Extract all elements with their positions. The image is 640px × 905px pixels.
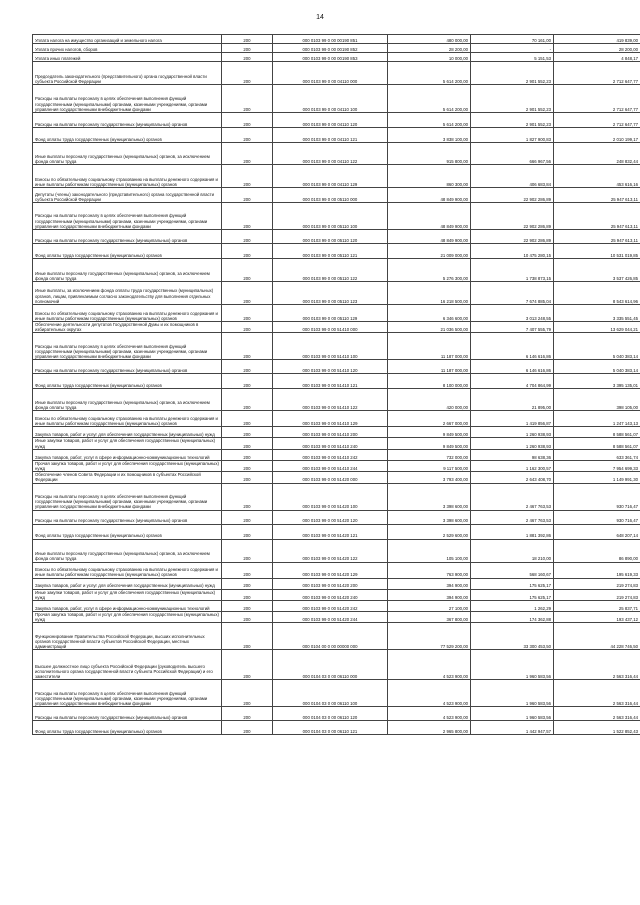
row-code-cell: 200 <box>222 510 273 524</box>
row-code-cell: 200 <box>222 524 273 539</box>
row-executed-cell: 3 013 248,55 <box>471 305 554 322</box>
table-row <box>33 360 640 374</box>
row-remaining-cell: 10 531 019,85 <box>554 244 640 259</box>
row-remaining-cell: 4 848,17 <box>554 53 640 62</box>
table-row <box>33 411 640 427</box>
row-name-cell: Закупка товаров, работ, услуг в сфере информационно-коммуникационных технологий <box>33 601 222 612</box>
row-name-cell: Фонд оплаты труда государственных (муниципальных) органов <box>33 524 222 539</box>
row-executed-cell: 70 161,00 <box>471 35 554 44</box>
row-name-cell: Расходы на выплаты персоналу государственных (муниципальных) органов <box>33 230 222 244</box>
table-row <box>33 35 640 44</box>
row-executed-cell: 2 901 552,23 <box>471 113 554 128</box>
row-code-cell: 200 <box>222 305 273 322</box>
row-plan-cell: 763 900,00 <box>388 562 471 578</box>
row-executed-cell: 7 407 555,79 <box>471 322 554 333</box>
table-row <box>33 562 640 578</box>
table-row <box>33 282 640 305</box>
row-kbk-cell: 000 0104 00 0 00 00000 000 <box>273 623 388 650</box>
row-executed-cell: 406 683,84 <box>471 165 554 188</box>
row-plan-cell: 2 965 800,00 <box>388 721 471 735</box>
row-remaining-cell: 248 832,44 <box>554 143 640 165</box>
row-plan-cell: 9 849 500,00 <box>388 427 471 438</box>
row-plan-cell: 5 614 200,00 <box>388 62 471 85</box>
row-plan-cell: 2 529 600,00 <box>388 524 471 539</box>
row-remaining-cell: 25 947 613,11 <box>554 188 640 203</box>
row-kbk-cell: 000 0103 99 0 00 51420 242 <box>273 601 388 612</box>
row-name-cell: Расходы на выплаты персоналу государственных (муниципальных) органов <box>33 510 222 524</box>
row-kbk-cell: 000 0103 99 0 00 04110 100 <box>273 85 388 113</box>
row-remaining-cell: 8 588 561,07 <box>554 438 640 449</box>
row-kbk-cell: 000 0103 99 0 00 05110 123 <box>273 282 388 305</box>
row-code-cell: 200 <box>222 483 273 510</box>
table-row <box>33 62 640 85</box>
row-remaining-cell: 3 395 135,01 <box>554 374 640 389</box>
row-kbk-cell: 000 0103 99 0 00 51410 100 <box>273 333 388 360</box>
row-executed-cell: 5 151,53 <box>471 53 554 62</box>
row-executed-cell: 1 442 947,57 <box>471 721 554 735</box>
row-remaining-cell: 2 563 316,44 <box>554 707 640 721</box>
row-code-cell: 200 <box>222 680 273 707</box>
row-code-cell: 200 <box>222 562 273 578</box>
row-name-cell: Иные закупки товаров, работ и услуг для обеспечения государственных (муниципальных) нужд <box>33 438 222 449</box>
row-code-cell: 200 <box>222 449 273 460</box>
row-code-cell: 200 <box>222 113 273 128</box>
table-row <box>33 438 640 449</box>
row-code-cell: 200 <box>222 143 273 165</box>
row-executed-cell: 1 960 583,56 <box>471 650 554 680</box>
row-kbk-cell: 000 0103 99 0 00 04110 121 <box>273 128 388 143</box>
row-code-cell: 200 <box>222 360 273 374</box>
table-row <box>33 143 640 165</box>
row-name-cell: Обеспечение членов Совета Федерации и их помощников в субъектах Российской Федерации <box>33 472 222 483</box>
row-executed-cell: 2 901 552,23 <box>471 62 554 85</box>
row-name-cell: Расходы на выплаты персоналу государственных (муниципальных) органов <box>33 113 222 128</box>
row-name-cell: Высшее должностное лицо субъекта Российской Федерации (руководитель высшего исполнительного органа государственной власти субъекта Российской Федерации) и его заместители <box>33 650 222 680</box>
row-plan-cell: 3 398 600,00 <box>388 483 471 510</box>
row-code-cell: 200 <box>222 165 273 188</box>
row-name-cell: Расходы на выплаты персоналу государственных (муниципальных) органов <box>33 707 222 721</box>
row-kbk-cell: 000 0103 99 0 00 05110 129 <box>273 305 388 322</box>
row-remaining-cell: 193 437,12 <box>554 612 640 623</box>
row-kbk-cell: 000 0103 99 0 00 51420 240 <box>273 589 388 600</box>
row-code-cell: 200 <box>222 244 273 259</box>
row-code-cell: 200 <box>222 44 273 53</box>
table-row <box>33 601 640 612</box>
row-remaining-cell: 44 228 746,50 <box>554 623 640 650</box>
row-executed-cell: 22 902 286,89 <box>471 188 554 203</box>
row-remaining-cell: 419 839,00 <box>554 35 640 44</box>
row-plan-cell: 21 036 500,00 <box>388 322 471 333</box>
row-name-cell: Расходы на выплаты персоналу в целях обеспечения выполнения функций государственными (муниципальными) органами, казенными учреждениями, органами управления государственными внебюджетными фондами <box>33 680 222 707</box>
table-row <box>33 707 640 721</box>
row-kbk-cell: 000 0103 99 0 00 51420 200 <box>273 578 388 589</box>
row-name-cell: Расходы на выплаты персоналу в целях обеспечения выполнения функций государственными (муниципальными) органами, казенными учреждениями, органами управления государственными внебюджетными фондами <box>33 203 222 230</box>
row-remaining-cell: 453 616,16 <box>554 165 640 188</box>
row-kbk-cell: 000 0103 99 0 00 51420 122 <box>273 539 388 562</box>
row-name-cell: Иные закупки товаров, работ и услуг для обеспечения государственных (муниципальных) нужд <box>33 589 222 600</box>
row-kbk-cell: 000 0103 99 0 00 04110 129 <box>273 165 388 188</box>
row-code-cell: 200 <box>222 438 273 449</box>
row-executed-cell: 2 643 408,70 <box>471 472 554 483</box>
row-remaining-cell: 3 537 426,85 <box>554 259 640 282</box>
row-name-cell: Уплата иных платежей <box>33 53 222 62</box>
table-row <box>33 427 640 438</box>
row-executed-cell: 1 738 873,15 <box>471 259 554 282</box>
row-remaining-cell: 25 837,71 <box>554 601 640 612</box>
row-code-cell: 200 <box>222 707 273 721</box>
row-kbk-cell: 000 0103 99 0 00 04110 120 <box>273 113 388 128</box>
row-kbk-cell: 000 0103 99 0 00 51420 121 <box>273 524 388 539</box>
row-remaining-cell: 2 563 316,44 <box>554 680 640 707</box>
row-plan-cell: 10 000,00 <box>388 53 471 62</box>
row-kbk-cell: 000 0103 99 0 00 51420 100 <box>273 483 388 510</box>
row-remaining-cell: 633 361,74 <box>554 449 640 460</box>
row-code-cell: 200 <box>222 650 273 680</box>
row-code-cell: 200 <box>222 128 273 143</box>
row-plan-cell: 3 793 400,00 <box>388 472 471 483</box>
row-remaining-cell: 2 712 647,77 <box>554 113 640 128</box>
row-executed-cell: 1 881 392,86 <box>471 524 554 539</box>
table-row <box>33 510 640 524</box>
row-name-cell: Взносы по обязательному социальному страхованию на выплаты денежного содержания и иные выплаты работникам государственных (муниципальных) органов <box>33 165 222 188</box>
row-plan-cell: 367 800,00 <box>388 612 471 623</box>
row-executed-cell: 2 467 763,53 <box>471 510 554 524</box>
table-row <box>33 721 640 735</box>
row-name-cell: Прочая закупка товаров, работ и услуг для обеспечения государственных (муниципальных) нужд <box>33 612 222 623</box>
row-plan-cell: 5 614 200,00 <box>388 113 471 128</box>
row-remaining-cell: 5 040 383,14 <box>554 360 640 374</box>
row-name-cell: Иные выплаты, за исключением фонда оплаты труда государственных (муниципальных) органов, лицам, привлекаемым согласно законодательству для выполнения отдельных полномочий <box>33 282 222 305</box>
row-plan-cell: 9 117 500,00 <box>388 460 471 471</box>
row-code-cell: 200 <box>222 203 273 230</box>
row-executed-cell: 1 419 856,87 <box>471 411 554 427</box>
row-code-cell: 200 <box>222 623 273 650</box>
row-name-cell: Иные выплаты персоналу государственных (муниципальных) органов, за исключением фонда оплаты труда <box>33 389 222 411</box>
row-code-cell: 200 <box>222 333 273 360</box>
table-row <box>33 578 640 589</box>
row-plan-cell: 48 849 900,00 <box>388 188 471 203</box>
row-remaining-cell: 195 619,33 <box>554 562 640 578</box>
row-plan-cell: 4 523 900,00 <box>388 680 471 707</box>
row-kbk-cell: 000 0103 99 0 00 51420 120 <box>273 510 388 524</box>
row-name-cell: Фонд оплаты труда государственных (муниципальных) органов <box>33 128 222 143</box>
budget-execution-table <box>32 34 640 735</box>
row-code-cell: 200 <box>222 578 273 589</box>
table-row <box>33 389 640 411</box>
row-kbk-cell: 000 0103 99 0 00 51410 120 <box>273 360 388 374</box>
row-plan-cell: 28 200,00 <box>388 44 471 53</box>
row-kbk-cell: 000 0104 03 0 00 06110 120 <box>273 707 388 721</box>
row-plan-cell: 16 218 500,00 <box>388 282 471 305</box>
row-executed-cell: 1 260 938,93 <box>471 427 554 438</box>
row-remaining-cell: 28 200,00 <box>554 44 640 53</box>
row-kbk-cell: 000 0103 99 0 00 05110 121 <box>273 244 388 259</box>
table-row <box>33 188 640 203</box>
row-code-cell: 200 <box>222 389 273 411</box>
row-kbk-cell: 000 0103 99 0 00 51420 244 <box>273 612 388 623</box>
row-name-cell: Фонд оплаты труда государственных (муниципальных) органов <box>33 374 222 389</box>
row-remaining-cell: 219 274,83 <box>554 589 640 600</box>
row-plan-cell: 860 300,00 <box>388 165 471 188</box>
row-kbk-cell: 000 0103 99 0 00 00190 851 <box>273 35 388 44</box>
row-remaining-cell: 930 716,47 <box>554 510 640 524</box>
row-plan-cell: 5 276 300,00 <box>388 259 471 282</box>
row-kbk-cell: 000 0104 03 0 00 06110 000 <box>273 650 388 680</box>
row-plan-cell: 3 838 100,00 <box>388 128 471 143</box>
row-name-cell: Депутаты (члены) законодательного (представительного) органа государственной власти субъекта Российской Федерации <box>33 188 222 203</box>
row-plan-cell: 11 187 000,00 <box>388 360 471 374</box>
row-code-cell: 200 <box>222 62 273 85</box>
row-name-cell: Расходы на выплаты персоналу государственных (муниципальных) органов <box>33 360 222 374</box>
row-executed-cell: 98 638,36 <box>471 449 554 460</box>
table-row <box>33 612 640 623</box>
row-plan-cell: 480 000,00 <box>388 35 471 44</box>
row-kbk-cell: 000 0103 99 0 00 51420 000 <box>273 472 388 483</box>
row-plan-cell: 4 523 900,00 <box>388 707 471 721</box>
row-code-cell: 200 <box>222 427 273 438</box>
row-plan-cell: 21 009 000,00 <box>388 244 471 259</box>
row-code-cell: 200 <box>222 230 273 244</box>
row-plan-cell: 5 614 200,00 <box>388 85 471 113</box>
row-code-cell: 200 <box>222 35 273 44</box>
row-kbk-cell: 000 0103 99 0 00 04110 000 <box>273 62 388 85</box>
row-remaining-cell: 2 712 647,77 <box>554 85 640 113</box>
row-plan-cell: 11 187 000,00 <box>388 333 471 360</box>
row-plan-cell: 915 800,00 <box>388 143 471 165</box>
row-code-cell: 200 <box>222 259 273 282</box>
row-remaining-cell: 7 954 699,33 <box>554 460 640 471</box>
row-executed-cell: 22 902 286,89 <box>471 230 554 244</box>
table-row <box>33 305 640 322</box>
row-remaining-cell: 398 105,00 <box>554 389 640 411</box>
table-row <box>33 259 640 282</box>
table-row <box>33 680 640 707</box>
table-row <box>33 460 640 471</box>
row-code-cell: 200 <box>222 721 273 735</box>
row-name-cell: Взносы по обязательному социальному страхованию на выплаты денежного содержания и иные выплаты работникам государственных (муниципальных) органов <box>33 305 222 322</box>
row-plan-cell: 8 100 000,00 <box>388 374 471 389</box>
table-row <box>33 483 640 510</box>
row-code-cell: 200 <box>222 188 273 203</box>
table-row <box>33 85 640 113</box>
row-name-cell: Уплата прочих налогов, сборов <box>33 44 222 53</box>
row-name-cell: Закупка товаров, работ, услуг в сфере информационно-коммуникационных технологий <box>33 449 222 460</box>
row-executed-cell: 10 475 280,15 <box>471 244 554 259</box>
row-executed-cell: 1 260 938,93 <box>471 438 554 449</box>
row-name-cell: Председатель законодательного (представительного) органа государственной власти субъекта Российской Федерации <box>33 62 222 85</box>
row-remaining-cell: 1 247 143,13 <box>554 411 640 427</box>
row-remaining-cell: 25 947 613,11 <box>554 230 640 244</box>
table-row <box>33 589 640 600</box>
row-code-cell: 200 <box>222 85 273 113</box>
row-plan-cell: 9 849 500,00 <box>388 438 471 449</box>
row-code-cell: 200 <box>222 322 273 333</box>
row-remaining-cell: 8 543 614,96 <box>554 282 640 305</box>
table-row <box>33 374 640 389</box>
table-row <box>33 333 640 360</box>
row-plan-cell: 394 900,00 <box>388 578 471 589</box>
row-executed-cell: 175 625,17 <box>471 578 554 589</box>
row-name-cell: Взносы по обязательному социальному страхованию на выплаты денежного содержания и иные выплаты работникам государственных (муниципальных) органов <box>33 411 222 427</box>
table-row <box>33 524 640 539</box>
row-plan-cell: 77 529 200,00 <box>388 623 471 650</box>
row-executed-cell: 1 960 583,56 <box>471 680 554 707</box>
row-remaining-cell: 930 716,47 <box>554 483 640 510</box>
row-code-cell: 200 <box>222 612 273 623</box>
row-kbk-cell: 000 0103 99 0 00 51410 000 <box>273 322 388 333</box>
row-executed-cell: 568 160,67 <box>471 562 554 578</box>
table-row <box>33 650 640 680</box>
row-code-cell: 200 <box>222 460 273 471</box>
row-code-cell: 200 <box>222 411 273 427</box>
row-executed-cell: 7 674 885,04 <box>471 282 554 305</box>
row-remaining-cell: 3 335 551,45 <box>554 305 640 322</box>
row-plan-cell: 4 523 900,00 <box>388 650 471 680</box>
row-plan-cell: 27 100,00 <box>388 601 471 612</box>
row-executed-cell: 2 901 552,23 <box>471 85 554 113</box>
row-name-cell: Расходы на выплаты персоналу в целях обеспечения выполнения функций государственными (муниципальными) органами, казенными учреждениями, органами управления государственными внебюджетными фондами <box>33 333 222 360</box>
row-kbk-cell: 000 0103 99 0 00 05110 000 <box>273 188 388 203</box>
row-plan-cell: 105 100,00 <box>388 539 471 562</box>
row-remaining-cell: 25 947 613,11 <box>554 203 640 230</box>
row-executed-cell: 6 146 616,86 <box>471 333 554 360</box>
row-remaining-cell: 1 149 991,30 <box>554 472 640 483</box>
row-executed-cell: 4 704 864,99 <box>471 374 554 389</box>
row-name-cell: Иные выплаты персоналу государственных (муниципальных) органов, за исключением фонда оплаты труда <box>33 539 222 562</box>
row-name-cell: Уплата налога на имущество организаций и земельного налога <box>33 35 222 44</box>
row-name-cell: Фонд оплаты труда государственных (муниципальных) органов <box>33 244 222 259</box>
table-row <box>33 113 640 128</box>
row-name-cell: Закупка товаров, работ и услуг для обеспечения государственных (муниципальных) нужд <box>33 578 222 589</box>
table-row <box>33 244 640 259</box>
row-code-cell: 200 <box>222 601 273 612</box>
row-plan-cell: 3 398 600,00 <box>388 510 471 524</box>
row-plan-cell: 48 849 900,00 <box>388 203 471 230</box>
row-code-cell: 200 <box>222 374 273 389</box>
row-remaining-cell: 2 010 199,17 <box>554 128 640 143</box>
row-executed-cell: 666 967,56 <box>471 143 554 165</box>
table-row <box>33 623 640 650</box>
row-kbk-cell: 000 0103 99 0 00 00190 852 <box>273 44 388 53</box>
row-code-cell: 200 <box>222 472 273 483</box>
row-remaining-cell: 2 563 316,44 <box>554 650 640 680</box>
row-kbk-cell: 000 0103 99 0 00 51410 200 <box>273 427 388 438</box>
row-kbk-cell: 000 0103 99 0 00 05110 100 <box>273 203 388 230</box>
table-body <box>33 35 640 735</box>
row-executed-cell: 2 467 763,53 <box>471 483 554 510</box>
row-kbk-cell: 000 0103 99 0 00 05110 122 <box>273 259 388 282</box>
row-executed-cell: - <box>471 44 554 53</box>
row-remaining-cell: 648 207,14 <box>554 524 640 539</box>
row-kbk-cell: 000 0103 99 0 00 51410 129 <box>273 411 388 427</box>
row-name-cell: Взносы по обязательному социальному страхованию на выплаты денежного содержания и иные выплаты работникам государственных (муниципальных) органов <box>33 562 222 578</box>
table-row <box>33 472 640 483</box>
row-kbk-cell: 000 0103 99 0 00 51420 129 <box>273 562 388 578</box>
table-row <box>33 203 640 230</box>
row-kbk-cell: 000 0103 99 0 00 51410 244 <box>273 460 388 471</box>
row-code-cell: 200 <box>222 53 273 62</box>
table-row <box>33 449 640 460</box>
row-kbk-cell: 000 0103 99 0 00 00190 853 <box>273 53 388 62</box>
row-remaining-cell: 5 040 383,14 <box>554 333 640 360</box>
row-plan-cell: 732 000,00 <box>388 449 471 460</box>
row-kbk-cell: 000 0103 99 0 00 04110 122 <box>273 143 388 165</box>
row-name-cell: Иные выплаты персоналу государственных (муниципальных) органов, за исключением фонда оплаты труда <box>33 259 222 282</box>
row-remaining-cell: 86 890,00 <box>554 539 640 562</box>
table-row <box>33 53 640 62</box>
row-kbk-cell: 000 0103 99 0 00 51410 121 <box>273 374 388 389</box>
row-plan-cell: 420 000,00 <box>388 389 471 411</box>
row-remaining-cell: 8 588 561,07 <box>554 427 640 438</box>
row-code-cell: 200 <box>222 282 273 305</box>
table-row <box>33 44 640 53</box>
row-executed-cell: 1 960 583,56 <box>471 707 554 721</box>
row-name-cell: Функционирование Правительства Российской Федерации, высших исполнительных органов государственной власти субъектов Российской Федерации, местных администраций <box>33 623 222 650</box>
row-name-cell: Иные выплаты персоналу государственных (муниципальных) органов, за исключением фонда оплаты труда <box>33 143 222 165</box>
row-remaining-cell: 1 522 852,43 <box>554 721 640 735</box>
row-name-cell: Закупка товаров, работ и услуг для обеспечения государственных (муниципальных) нужд <box>33 427 222 438</box>
table-row <box>33 322 640 333</box>
row-executed-cell: 1 827 900,83 <box>471 128 554 143</box>
row-executed-cell: 175 625,17 <box>471 589 554 600</box>
table-row <box>33 128 640 143</box>
row-executed-cell: 1 262,29 <box>471 601 554 612</box>
row-name-cell: Расходы на выплаты персоналу в целях обеспечения выполнения функций государственными (муниципальными) органами, казенными учреждениями, органами управления государственными внебюджетными фондами <box>33 483 222 510</box>
row-executed-cell: 6 146 616,86 <box>471 360 554 374</box>
row-name-cell: Фонд оплаты труда государственных (муниципальных) органов <box>33 721 222 735</box>
row-code-cell: 200 <box>222 589 273 600</box>
row-code-cell: 200 <box>222 539 273 562</box>
row-remaining-cell: 2 712 647,77 <box>554 62 640 85</box>
row-plan-cell: 48 849 900,00 <box>388 230 471 244</box>
row-plan-cell: 2 667 000,00 <box>388 411 471 427</box>
row-kbk-cell: 000 0103 99 0 00 51410 122 <box>273 389 388 411</box>
row-kbk-cell: 000 0103 99 0 00 51410 242 <box>273 449 388 460</box>
row-executed-cell: 1 162 300,57 <box>471 460 554 471</box>
row-executed-cell: 21 895,00 <box>471 389 554 411</box>
row-name-cell: Прочая закупка товаров, работ и услуг для обеспечения государственных (муниципальных) нужд <box>33 460 222 471</box>
row-plan-cell: 6 346 600,00 <box>388 305 471 322</box>
row-executed-cell: 33 300 453,50 <box>471 623 554 650</box>
row-kbk-cell: 000 0103 99 0 00 51410 240 <box>273 438 388 449</box>
row-name-cell: Обеспечение деятельности депутатов Государственной Думы и их помощников в избирательных округах <box>33 322 222 333</box>
row-name-cell: Расходы на выплаты персоналу в целях обеспечения выполнения функций государственными (муниципальными) органами, казенными учреждениями, органами управления государственными внебюджетными фондами <box>33 85 222 113</box>
row-executed-cell: 18 210,00 <box>471 539 554 562</box>
table-row <box>33 230 640 244</box>
row-kbk-cell: 000 0104 03 0 00 06110 100 <box>273 680 388 707</box>
row-remaining-cell: 219 274,83 <box>554 578 640 589</box>
row-kbk-cell: 000 0103 99 0 00 05110 120 <box>273 230 388 244</box>
table-row <box>33 539 640 562</box>
row-executed-cell: 174 362,88 <box>471 612 554 623</box>
table-row <box>33 165 640 188</box>
row-executed-cell: 22 902 286,89 <box>471 203 554 230</box>
row-remaining-cell: 13 629 044,21 <box>554 322 640 333</box>
page-number: 14 <box>316 14 324 21</box>
row-kbk-cell: 000 0104 03 0 00 06110 121 <box>273 721 388 735</box>
row-plan-cell: 394 900,00 <box>388 589 471 600</box>
